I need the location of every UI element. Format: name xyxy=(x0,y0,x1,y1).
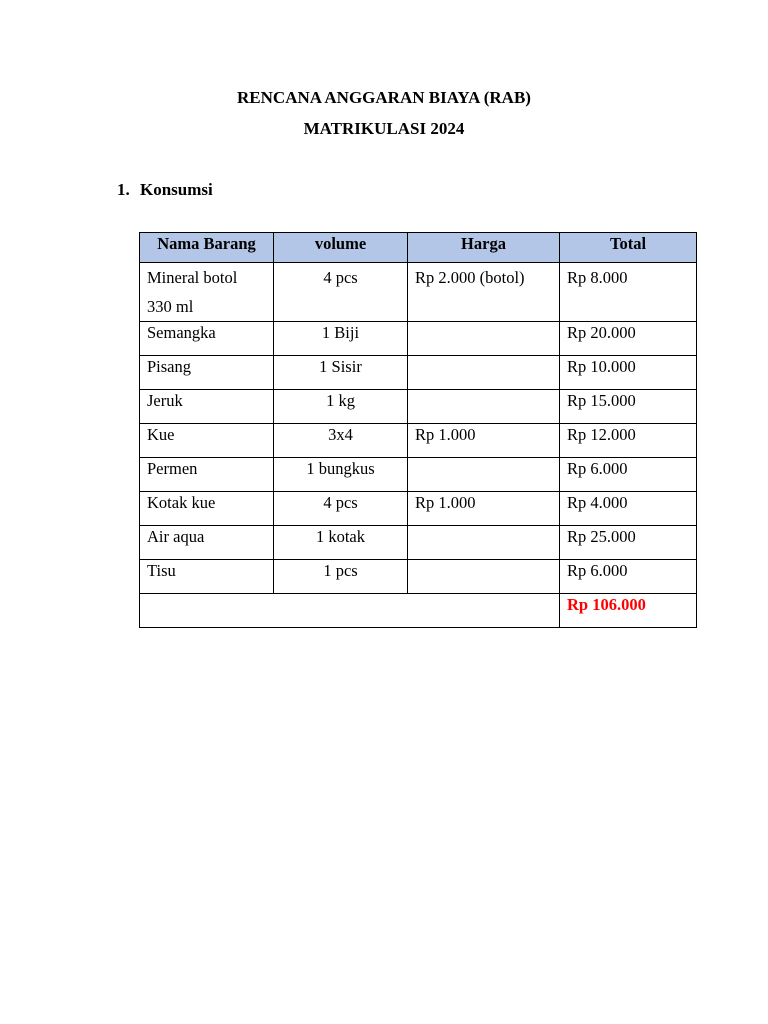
item-name-cell: Kotak kue xyxy=(140,492,274,526)
section-heading xyxy=(117,180,213,200)
total-cell: Rp 10.000 xyxy=(560,356,697,390)
price-cell: Rp 1.000 xyxy=(408,492,560,526)
table-row xyxy=(140,492,697,526)
volume-cell: 1 kotak xyxy=(274,526,408,560)
price-cell xyxy=(408,560,560,594)
volume-cell: 3x4 xyxy=(274,424,408,458)
item-name-cell: Pisang xyxy=(140,356,274,390)
budget-table xyxy=(139,232,697,628)
price-cell xyxy=(408,526,560,560)
item-name-cell: Kue xyxy=(140,424,274,458)
volume-cell: 1 Biji xyxy=(274,322,408,356)
volume-cell: 1 pcs xyxy=(274,560,408,594)
price-cell xyxy=(408,322,560,356)
item-name-cell: Semangka xyxy=(140,322,274,356)
volume-cell: 1 bungkus xyxy=(274,458,408,492)
item-name-cell: Permen xyxy=(140,458,274,492)
item-name-cell: Air aqua xyxy=(140,526,274,560)
volume-cell: 4 pcs xyxy=(274,492,408,526)
price-cell xyxy=(408,458,560,492)
table-row xyxy=(140,263,697,322)
table-row xyxy=(140,390,697,424)
header-volume: volume xyxy=(274,233,408,263)
total-cell: Rp 20.000 xyxy=(560,322,697,356)
total-cell: Rp 15.000 xyxy=(560,390,697,424)
section-title: Konsumsi xyxy=(140,180,213,199)
volume-cell: 1 kg xyxy=(274,390,408,424)
header-item-name: Nama Barang xyxy=(140,233,274,263)
section-number: 1. xyxy=(117,180,130,199)
document-subtitle: MATRIKULASI 2024 xyxy=(303,119,465,138)
table-row xyxy=(140,560,697,594)
grand-total-cell: Rp 106.000 xyxy=(560,594,697,628)
table-row xyxy=(140,526,697,560)
item-name-cell: Tisu xyxy=(140,560,274,594)
table-row xyxy=(140,458,697,492)
header-price: Harga xyxy=(408,233,560,263)
total-cell: Rp 8.000 xyxy=(560,263,697,322)
volume-cell: 1 Sisir xyxy=(274,356,408,390)
total-cell: Rp 12.000 xyxy=(560,424,697,458)
grand-total-row xyxy=(140,594,697,628)
item-name-cell: Mineral botol 330 ml xyxy=(140,263,274,322)
table-row xyxy=(140,322,697,356)
table-header-row xyxy=(140,233,697,263)
total-cell: Rp 25.000 xyxy=(560,526,697,560)
total-cell: Rp 6.000 xyxy=(560,560,697,594)
grand-total-spacer-cell xyxy=(140,594,560,628)
total-cell: Rp 6.000 xyxy=(560,458,697,492)
item-name-cell: Jeruk xyxy=(140,390,274,424)
table-row xyxy=(140,424,697,458)
price-cell: Rp 2.000 (botol) xyxy=(408,263,560,322)
price-cell xyxy=(408,390,560,424)
header-total: Total xyxy=(560,233,697,263)
price-cell: Rp 1.000 xyxy=(408,424,560,458)
volume-cell: 4 pcs xyxy=(274,263,408,322)
price-cell xyxy=(408,356,560,390)
table-row xyxy=(140,356,697,390)
total-cell: Rp 4.000 xyxy=(560,492,697,526)
document-title: RENCANA ANGGARAN BIAYA (RAB) xyxy=(237,88,531,107)
